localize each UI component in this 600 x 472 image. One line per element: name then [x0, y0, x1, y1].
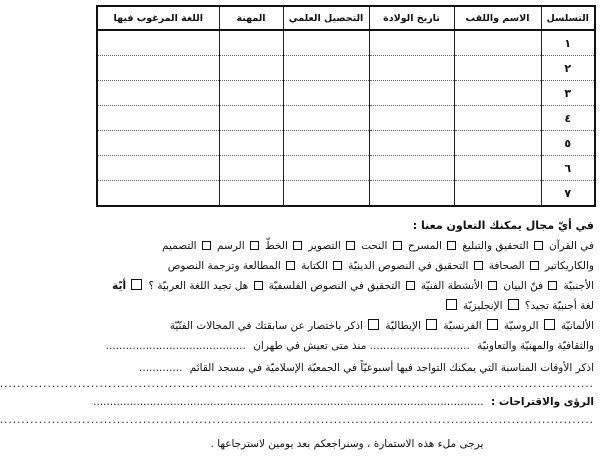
- birth-date-cell[interactable]: [369, 106, 454, 131]
- option-label: الإيطاليّة: [385, 320, 421, 332]
- option-theatre: [408, 240, 442, 252]
- checkbox[interactable]: [447, 241, 456, 250]
- table-row: [97, 106, 595, 131]
- table-header-row: [97, 6, 595, 30]
- option-french: [443, 320, 481, 332]
- option-foreign: الأجنبيّة: [563, 280, 594, 292]
- option-religious-texts: [348, 260, 468, 272]
- form-instruction: يرجى ملء هذه الاستمارة ، وسنراجعكم بعد يومين لاسترجاعها .: [210, 438, 484, 450]
- header-sequence: التسلسل: [541, 6, 595, 30]
- checkbox[interactable]: [286, 261, 295, 270]
- birth-date-cell[interactable]: [369, 181, 454, 207]
- profession-cell[interactable]: [219, 156, 283, 181]
- table-row: [97, 56, 595, 81]
- name-cell[interactable]: [454, 81, 541, 106]
- table-row: [97, 131, 595, 156]
- suggestions-label: الرؤى والاقتراحات :: [490, 396, 594, 408]
- option-label: فنّ البيان: [503, 280, 544, 292]
- checkbox[interactable]: [474, 261, 483, 270]
- checkbox[interactable]: [534, 241, 543, 250]
- option-label: الإنجليزيّة: [462, 300, 503, 312]
- header-profession: المهنة: [219, 6, 283, 30]
- option-reading-translation: [168, 260, 281, 272]
- education-cell[interactable]: [283, 156, 369, 181]
- birth-date-cell[interactable]: [369, 81, 454, 106]
- checkbox[interactable]: [368, 319, 379, 330]
- education-cell[interactable]: [283, 81, 369, 106]
- education-cell[interactable]: [283, 30, 369, 56]
- name-cell[interactable]: [454, 181, 541, 207]
- header-language: اللغة المرغوب فيها: [97, 6, 219, 30]
- profession-cell[interactable]: [219, 181, 283, 207]
- availability-answer-line-2[interactable]: [0, 376, 594, 392]
- arabic-answer-box[interactable]: [131, 279, 142, 290]
- options-row-1: [98, 238, 594, 254]
- birth-date-cell[interactable]: [369, 156, 454, 181]
- language-cell[interactable]: [97, 30, 219, 56]
- option-label: المطالعة وترجمة النصوص: [167, 260, 281, 272]
- tehran-question: منذ متى تعيش في طهران: [253, 340, 367, 352]
- table-row: [97, 181, 595, 207]
- row-number: ٦: [541, 156, 595, 181]
- checkbox[interactable]: [293, 241, 302, 250]
- option-label: والكاريكاتير: [544, 260, 594, 272]
- education-cell[interactable]: [283, 106, 369, 131]
- name-cell[interactable]: [454, 131, 541, 156]
- row-number: ٢: [541, 56, 595, 81]
- row-number: ٤: [541, 106, 595, 131]
- language-cell[interactable]: [97, 156, 219, 181]
- checkbox[interactable]: [346, 241, 355, 250]
- option-art-activities: [421, 280, 483, 292]
- checkbox[interactable]: [393, 241, 402, 250]
- row-number: ٣: [541, 81, 595, 106]
- options-row-4: [98, 298, 594, 314]
- option-label: التصوير: [308, 240, 341, 252]
- table-row: [97, 30, 595, 56]
- option-label: الرسم: [216, 240, 245, 252]
- availability-prompt: اذكر الأوقات المناسبة التي يمكنك التواجد فيها أسبوعيّاً في الجمعيّة الإسلاميّة في مسجد القائم: [189, 362, 594, 374]
- option-photography: [308, 240, 341, 252]
- language-cell[interactable]: [97, 131, 219, 156]
- checkbox[interactable]: [202, 241, 211, 250]
- name-cell[interactable]: [454, 30, 541, 56]
- option-label: الفرنسيّة: [443, 320, 482, 332]
- option-label: المسرح: [407, 240, 442, 252]
- foreign-language-box[interactable]: [508, 299, 519, 310]
- name-cell[interactable]: [454, 56, 541, 81]
- option-label: الصحافة: [488, 260, 525, 272]
- option-journalism: [489, 260, 525, 272]
- option-russian: [504, 320, 539, 332]
- language-cell[interactable]: [97, 81, 219, 106]
- dotted-line: .........................................................................................................................................: [0, 378, 594, 390]
- row-number: ٥: [541, 131, 595, 156]
- option-design: [162, 240, 197, 252]
- option-caricature: [545, 260, 594, 272]
- name-cell[interactable]: [454, 156, 541, 181]
- profession-cell[interactable]: [219, 56, 283, 81]
- checkbox[interactable]: [548, 281, 557, 290]
- checkbox[interactable]: [333, 261, 342, 270]
- option-label: التحقيق والتبليغ: [462, 240, 529, 252]
- language-cell[interactable]: [97, 181, 219, 207]
- profession-cell[interactable]: [219, 30, 283, 56]
- name-cell[interactable]: [454, 106, 541, 131]
- options-row-5: [98, 318, 594, 334]
- option-label: الكتابة: [301, 260, 328, 272]
- suggestions-answer-line-2[interactable]: [0, 412, 594, 428]
- checkbox[interactable]: [488, 281, 497, 290]
- options-row-6: [98, 338, 594, 354]
- option-label: التحقيق في النصوص الدينيّة: [348, 260, 469, 272]
- option-label: الألمانيّة: [560, 320, 594, 332]
- option-investigation: [462, 240, 528, 252]
- birth-date-cell[interactable]: [369, 131, 454, 156]
- option-label: التصميم: [161, 240, 197, 252]
- education-cell[interactable]: [283, 131, 369, 156]
- option-label: الروسيّة: [503, 320, 539, 332]
- checkbox[interactable]: [544, 319, 555, 330]
- education-cell[interactable]: [283, 56, 369, 81]
- profession-cell[interactable]: [219, 81, 283, 106]
- options-row-8: [93, 394, 594, 410]
- option-sculpture: [361, 240, 387, 252]
- option-label: الخطّ: [265, 240, 288, 252]
- header-education: التحصيل العلمي: [283, 6, 369, 30]
- checkbox[interactable]: [487, 319, 498, 330]
- option-writing: [301, 260, 328, 272]
- education-cell[interactable]: [283, 181, 369, 207]
- arabic-question: هل تجيد اللغة العربيّة ؟: [148, 280, 249, 292]
- foreign-language-question: لغة أجنبيّة تجيد؟: [524, 300, 594, 312]
- table-row: [97, 81, 595, 106]
- checkbox[interactable]: [254, 281, 263, 290]
- option-label: التحقيق في النصوص الفلسفيّة: [268, 280, 401, 292]
- option-rhetoric: [503, 280, 543, 292]
- option-drawing: [217, 240, 245, 252]
- profession-cell[interactable]: [219, 106, 283, 131]
- checkbox[interactable]: [406, 281, 415, 290]
- which-label: أيّة: [112, 280, 127, 292]
- options-row-2: [98, 258, 594, 274]
- birth-date-cell[interactable]: [369, 30, 454, 56]
- experience-answer-line[interactable]: ..............................: [369, 340, 470, 352]
- option-label: الأنشطة الفنيّة: [420, 280, 484, 292]
- dotted-line: .........................................................................................................................................: [0, 414, 594, 426]
- checkbox[interactable]: [250, 241, 259, 250]
- options-row-7: [98, 360, 594, 376]
- checkbox[interactable]: [426, 319, 437, 330]
- row-number: ١: [541, 30, 595, 56]
- availability-answer-line[interactable]: .............: [139, 362, 183, 374]
- experience-prompt-cont: والثقافيّة والمهنيّة والتعاونيّة: [477, 340, 594, 352]
- option-italian: [385, 320, 421, 332]
- option-calligraphy: [265, 240, 288, 252]
- options-row-3: [98, 278, 594, 294]
- option-label: في القرآن: [549, 240, 594, 252]
- table-row: [97, 156, 595, 181]
- checkbox[interactable]: [530, 261, 539, 270]
- row-number: ٧: [541, 181, 595, 207]
- birth-date-cell[interactable]: [369, 56, 454, 81]
- cooperation-question: في أيّ مجال يمكنك التعاون معنا :: [412, 219, 594, 232]
- checkbox[interactable]: [446, 299, 457, 310]
- option-philosophical-texts: [269, 280, 401, 292]
- option-quran: [549, 240, 594, 252]
- header-name: الاسم واللقب: [454, 6, 541, 30]
- experience-prompt: اذكر باختصار عن سابقتك في المجالات الفنّيّة: [169, 320, 363, 332]
- header-birth-date: تاريخ الولادة: [369, 6, 454, 30]
- members-table: [96, 5, 596, 207]
- suggestions-answer-line[interactable]: .....................................................................................................................: [93, 396, 484, 408]
- profession-cell[interactable]: [219, 131, 283, 156]
- option-german: [561, 320, 594, 332]
- tehran-answer-line[interactable]: ..........................................: [105, 340, 246, 352]
- language-cell[interactable]: [97, 106, 219, 131]
- language-cell[interactable]: [97, 56, 219, 81]
- option-english: [463, 300, 503, 312]
- option-label: النحت: [361, 240, 388, 252]
